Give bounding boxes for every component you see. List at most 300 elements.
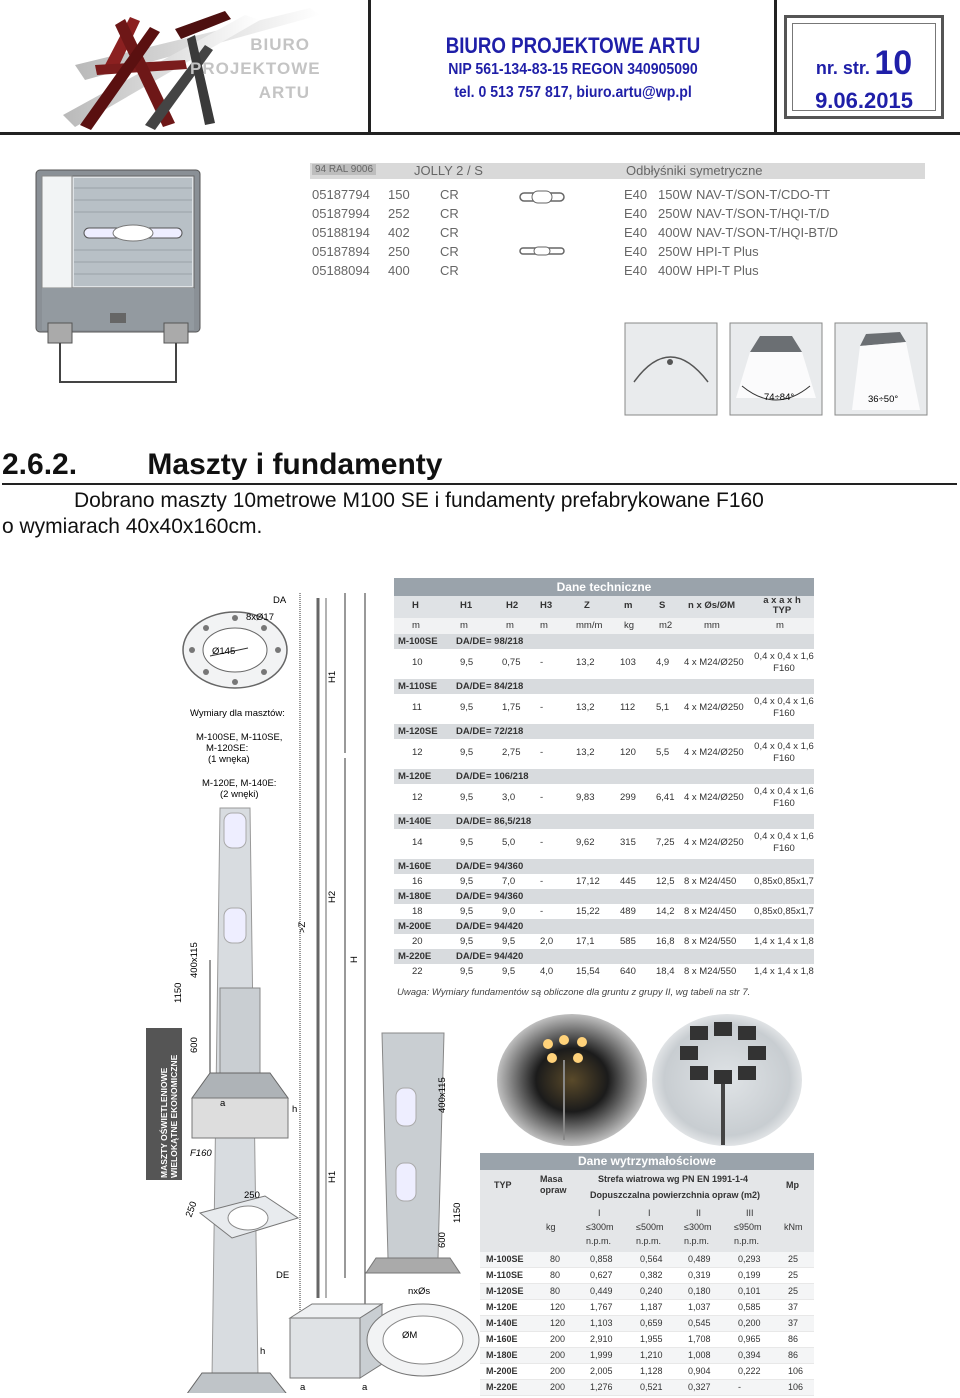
tech-cell: -	[540, 747, 544, 758]
tech-cell: 0,4 x 0,4 x 1,6 F160	[754, 741, 814, 764]
strength-table-title: Dane wytrzymałościowe	[480, 1153, 814, 1170]
reflector-diagrams	[624, 322, 928, 416]
tech-row	[394, 874, 814, 889]
zoom-600-label: 600	[437, 1232, 448, 1248]
zoom-400-label: 400x115	[437, 1077, 448, 1113]
col-n: n x Øs/ØM	[688, 600, 735, 611]
col-mp: Mp	[786, 1180, 799, 1190]
tech-cell: 9,5	[460, 657, 474, 668]
product-lamp: NAV-T/SON-T/HQI-T/D	[696, 206, 830, 221]
tech-cell: 1,4 x 1,4 x 1,8	[754, 966, 814, 977]
tech-cell: 7,0	[502, 876, 516, 887]
tech-cell: 8 x M24/550	[684, 966, 737, 977]
h-small-label: h	[292, 1104, 298, 1115]
strength-cell: 37	[788, 1318, 799, 1328]
lamp-icons	[516, 190, 568, 260]
strength-cell: 0,200	[738, 1318, 761, 1328]
tech-cell: 9,5	[502, 936, 516, 947]
tech-group-name: M-120E	[398, 771, 432, 782]
tech-cell: 4 x M24/Ø250	[684, 792, 744, 803]
product-power: 250W	[658, 206, 692, 221]
product-row	[310, 223, 925, 242]
mast-photos	[492, 1010, 814, 1150]
strength-cell: 0,222	[738, 1366, 761, 1376]
strength-cell: M-120SE	[486, 1286, 524, 1296]
tech-table-units	[394, 618, 814, 634]
product-watt: 252	[388, 206, 410, 221]
strength-cell: 0,240	[640, 1286, 663, 1296]
unit: m	[412, 620, 420, 631]
tech-cell: 3,0	[502, 792, 516, 803]
tech-group-eq: = 72/218	[486, 726, 524, 737]
tech-cell: 8 x M24/550	[684, 936, 737, 947]
tech-cell: 9,5	[460, 876, 474, 887]
floodlight-image	[34, 168, 204, 388]
strength-cell: 0,180	[688, 1286, 711, 1296]
tech-group-header	[394, 679, 814, 694]
strength-cell: 106	[788, 1382, 804, 1392]
product-power: 250W	[658, 244, 692, 259]
unit: m	[506, 620, 514, 631]
unit-knm: kNm	[784, 1222, 803, 1232]
unit: m	[776, 620, 784, 631]
strength-cell: 0,449	[590, 1286, 613, 1296]
zoom-h1-label: H1	[327, 1170, 338, 1183]
col-h3: H3	[540, 600, 553, 611]
zoom-1150-label: 1150	[452, 1202, 463, 1223]
tech-cell: 12,5	[656, 876, 675, 887]
tech-cell: 9,62	[576, 837, 595, 848]
product-row	[310, 261, 925, 280]
col-h1: H1	[460, 600, 473, 611]
strength-cell: 200	[550, 1350, 566, 1360]
page-date: 9.06.2015	[815, 88, 913, 113]
strength-cell: 86	[788, 1350, 799, 1360]
tech-group-eq: = 86,5/218	[486, 816, 532, 827]
product-watt: 150	[388, 187, 410, 202]
strength-cell: 25	[788, 1270, 799, 1280]
tech-cell: 5,1	[656, 702, 670, 713]
brand-vertical-1: MASZTY OŚWIETLENIOWE	[159, 1067, 169, 1178]
firm-ids: NIP 561-134-83-15 REGON 340905090	[448, 61, 698, 78]
strength-row	[480, 1300, 814, 1316]
tech-cell: 14,2	[656, 906, 675, 917]
section-heading	[2, 448, 442, 482]
tech-cell: 0,4 x 0,4 x 1,6 F160	[754, 786, 814, 809]
da-label: DA	[273, 595, 287, 606]
tech-table	[394, 578, 814, 979]
col-z: Z	[584, 600, 590, 611]
tech-cell: 1,4 x 1,4 x 1,8	[754, 936, 814, 947]
page-label-row	[793, 44, 935, 83]
tech-cell: 17,12	[576, 876, 600, 887]
product-socket: E40	[624, 263, 648, 278]
dims-group1-line2: M-120SE:	[206, 743, 249, 754]
strength-cell: M-160E	[486, 1334, 518, 1344]
tech-cell: 0,4 x 0,4 x 1,6 F160	[754, 696, 814, 719]
col-axaxh: a x a x h TYP	[763, 595, 801, 616]
dims-group2-line1: M-120E, M-140E:	[202, 778, 277, 789]
tech-row	[394, 829, 814, 859]
zone-header: Strefa wiatrowa wg PN EN 1991-1-4	[598, 1174, 749, 1184]
strength-cell: 0,101	[738, 1286, 761, 1296]
tech-group-name: M-120SE	[398, 726, 438, 737]
product-type: CR	[440, 225, 459, 240]
strength-cell: 80	[550, 1254, 561, 1264]
strength-cell: 1,128	[640, 1366, 663, 1376]
tech-group-header	[394, 634, 814, 649]
strength-cell: M-200E	[486, 1366, 518, 1376]
tech-cell: 12	[412, 792, 423, 803]
tech-cell: 7,25	[656, 837, 675, 848]
strength-cell: 0,585	[738, 1302, 761, 1312]
strength-cell: 0,382	[640, 1270, 663, 1280]
tech-group-dd: DA/DE	[456, 921, 486, 932]
unit: m2	[659, 620, 673, 631]
tech-cell: 12	[412, 747, 423, 758]
strength-cell: 120	[550, 1302, 566, 1312]
strength-cell: 200	[550, 1382, 566, 1392]
unit: m	[460, 620, 468, 631]
strength-cell: 86	[788, 1334, 799, 1344]
area-header: Dopuszczalna powierzchnia opraw (m2)	[590, 1190, 761, 1200]
tech-group-eq: = 94/360	[486, 861, 524, 872]
unit: mm/m	[576, 620, 603, 631]
npm: n.p.m.	[636, 1236, 662, 1246]
product-lamp: NAV-T/SON-T/HQI-BT/D	[696, 225, 839, 240]
tech-cell: 103	[620, 657, 636, 668]
paragraph-line-2: o wymiarach 40x40x160cm.	[2, 515, 263, 538]
section-rule	[2, 483, 957, 485]
tech-cell: -	[540, 837, 544, 848]
strength-cell: 0,199	[738, 1270, 761, 1280]
npm: n.p.m.	[586, 1236, 612, 1246]
h-bottom-label: h	[260, 1346, 266, 1357]
h2-label: H2	[327, 890, 338, 903]
strength-row	[480, 1268, 814, 1284]
ral-label: 94 RAL 9006	[312, 164, 376, 175]
product-watt: 402	[388, 225, 410, 240]
product-power: 400W	[658, 263, 692, 278]
category-label: Odbłyśniki symetryczne	[626, 163, 763, 178]
product-lamp: HPI-T Plus	[696, 263, 759, 278]
tech-row	[394, 784, 814, 814]
tech-cell: 4 x M24/Ø250	[684, 657, 744, 668]
tech-cell: 4 x M24/Ø250	[684, 837, 744, 848]
tech-cell: 11	[412, 702, 422, 713]
product-row	[310, 185, 925, 204]
tech-cell: 18	[412, 906, 423, 917]
tech-cell: 10	[412, 657, 423, 668]
tech-group-dd: DA/DE	[456, 891, 486, 902]
h1-label: H1	[327, 670, 338, 683]
tech-group-header	[394, 724, 814, 739]
strength-cell: M-100SE	[486, 1254, 524, 1264]
tech-cell: 13,2	[576, 657, 595, 668]
tech-table-columns	[394, 596, 814, 618]
product-lamp: NAV-T/SON-T/CDO-TT	[696, 187, 831, 202]
alt: ≤300m	[684, 1222, 712, 1232]
d250-b-label: 250	[183, 1200, 200, 1219]
tech-cell: 0,4 x 0,4 x 1,6 F160	[754, 651, 814, 674]
strength-cell: 1,037	[688, 1302, 711, 1312]
page-number-box	[784, 15, 944, 119]
product-socket: E40	[624, 225, 648, 240]
col-h2: H2	[506, 600, 519, 611]
tech-cell: 8 x M24/450	[684, 906, 737, 917]
strength-cell: 37	[788, 1302, 799, 1312]
product-row	[310, 204, 925, 223]
tech-cell: 5,0	[502, 837, 516, 848]
strength-cell: 80	[550, 1286, 561, 1296]
strength-cell: 0,521	[640, 1382, 663, 1392]
tech-cell: -	[540, 792, 544, 803]
tech-cell: -	[540, 876, 544, 887]
strength-cell: M-140E	[486, 1318, 518, 1328]
strength-cell: 0,858	[590, 1254, 613, 1264]
tech-table-title: Dane techniczne	[394, 578, 814, 596]
tech-cell: 9,5	[460, 702, 474, 713]
tech-cell: 17,1	[576, 936, 595, 947]
strength-cell: M-110SE	[486, 1270, 524, 1280]
tech-cell: -	[540, 657, 544, 668]
product-socket: E40	[624, 206, 648, 221]
tech-cell: 299	[620, 792, 636, 803]
product-table-header	[310, 163, 925, 179]
strength-row	[480, 1348, 814, 1364]
tech-cell: 2,0	[540, 936, 554, 947]
flange-holes-label: 8xØ17	[246, 612, 274, 623]
col-mass: Masa opraw	[540, 1174, 567, 1195]
z-label: >Z	[297, 921, 308, 933]
product-table	[310, 163, 925, 280]
tech-group-eq: = 106/218	[486, 771, 529, 782]
tech-cell: 4,0	[540, 966, 554, 977]
tech-cell: 22	[412, 966, 423, 977]
dims-group2-line2: (2 wnęki)	[220, 789, 259, 800]
d600-label: 600	[189, 1037, 200, 1053]
tech-cell: 0,85x0,85x1,7	[754, 876, 814, 887]
tech-cell: 9,83	[576, 792, 595, 803]
dims-group1-line1: M-100SE, M-110SE,	[196, 732, 283, 743]
strength-cell: 0,965	[738, 1334, 761, 1344]
tech-group-header	[394, 949, 814, 964]
tech-cell: 16	[412, 876, 423, 887]
tech-group-name: M-100SE	[398, 636, 438, 647]
strength-table-header	[480, 1170, 814, 1252]
strength-cell: 0,904	[688, 1366, 711, 1376]
tech-group-dd: DA/DE	[456, 771, 486, 782]
product-watt: 400	[388, 263, 410, 278]
tech-cell: 0,75	[502, 657, 521, 668]
dims-group1-line3: (1 wnęka)	[208, 754, 250, 765]
model-label: JOLLY 2 / S	[414, 163, 483, 178]
strength-cell: 0,394	[738, 1350, 761, 1360]
divider	[368, 0, 371, 132]
tech-group-header	[394, 859, 814, 874]
product-type: CR	[440, 244, 459, 259]
strength-cell: 80	[550, 1270, 561, 1280]
tech-group-dd: DA/DE	[456, 861, 486, 872]
alt: ≤500m	[636, 1222, 664, 1232]
tech-cell: 9,5	[460, 837, 474, 848]
zone: III	[746, 1208, 754, 1218]
alt: ≤300m	[586, 1222, 614, 1232]
strength-row	[480, 1252, 814, 1268]
tech-row	[394, 649, 814, 679]
strength-cell: 1,210	[640, 1350, 663, 1360]
unit-kg: kg	[546, 1222, 556, 1232]
strength-cell: 0,489	[688, 1254, 711, 1264]
tech-cell: 13,2	[576, 747, 595, 758]
strength-cell: 200	[550, 1334, 566, 1344]
tech-cell: 4 x M24/Ø250	[684, 702, 744, 713]
header-rule	[0, 132, 960, 135]
unit: m	[540, 620, 548, 631]
tech-group-header	[394, 889, 814, 904]
tech-row	[394, 694, 814, 724]
tech-cell: 18,4	[656, 966, 675, 977]
tech-group-eq: = 94/420	[486, 951, 524, 962]
tech-cell: 5,5	[656, 747, 670, 758]
strength-cell: 0,564	[640, 1254, 663, 1264]
tech-group-eq: = 84/218	[486, 681, 524, 692]
tech-cell: 0,4 x 0,4 x 1,6 F160	[754, 831, 814, 854]
col-typ: TYP	[494, 1180, 512, 1190]
tech-cell: 315	[620, 837, 636, 848]
tech-group-name: M-220E	[398, 951, 432, 962]
tech-cell: 20	[412, 936, 423, 947]
d250-a-label: 250	[244, 1190, 260, 1201]
zone: II	[696, 1208, 702, 1218]
tech-group-name: M-140E	[398, 816, 432, 827]
section-title: Maszty i fundamenty	[147, 448, 443, 481]
tech-group-name: M-200E	[398, 921, 432, 932]
strength-cell: 1,767	[590, 1302, 613, 1312]
tech-cell: 640	[620, 966, 636, 977]
col-m: m	[624, 600, 633, 611]
unit: mm	[704, 620, 720, 631]
tech-cell: 13,2	[576, 702, 595, 713]
product-socket: E40	[624, 187, 648, 202]
dims-header: Wymiary dla masztów:	[190, 708, 285, 719]
firm-name: BIURO PROJEKTOWE ARTU	[445, 33, 701, 58]
tech-row	[394, 964, 814, 979]
strength-cell: 25	[788, 1286, 799, 1296]
strength-cell: 1,708	[688, 1334, 711, 1344]
strength-cell: 106	[788, 1366, 804, 1376]
tech-group-header	[394, 919, 814, 934]
col-h: H	[412, 600, 419, 611]
unit: kg	[624, 620, 635, 631]
strength-cell: 120	[550, 1318, 566, 1328]
tech-group-name: M-160E	[398, 861, 432, 872]
tech-row	[394, 934, 814, 949]
tech-cell: 9,5	[460, 747, 474, 758]
flange-dia-label: Ø145	[212, 646, 236, 657]
tech-cell: 112	[620, 702, 636, 713]
a-bottom-label: a	[300, 1382, 306, 1393]
tech-cell: 14	[412, 837, 423, 848]
logo-line-3: ARTU	[258, 83, 310, 102]
strength-table	[480, 1153, 814, 1396]
strength-row	[480, 1332, 814, 1348]
tech-cell: 9,5	[460, 792, 474, 803]
page-label: nr. str.	[815, 58, 870, 78]
tech-cell: 585	[620, 936, 636, 947]
strength-cell: 0,627	[590, 1270, 613, 1280]
strength-cell: 2,910	[590, 1334, 613, 1344]
tech-cell: 16,8	[656, 936, 675, 947]
strength-cell: 25	[788, 1254, 799, 1264]
tech-cell: 9,0	[502, 906, 516, 917]
strength-row	[480, 1364, 814, 1380]
tech-cell: 2,75	[502, 747, 521, 758]
strength-cell: 1,955	[640, 1334, 663, 1344]
strength-cell: 0,545	[688, 1318, 711, 1328]
strength-cell: 200	[550, 1366, 566, 1376]
strength-cell: 1,276	[590, 1382, 613, 1392]
tech-cell: 15,22	[576, 906, 600, 917]
product-power: 400W	[658, 225, 692, 240]
product-type: CR	[440, 187, 459, 202]
product-power: 150W	[658, 187, 692, 202]
strength-cell: M-180E	[486, 1350, 518, 1360]
a-label: a	[220, 1098, 226, 1109]
tech-cell: 4 x M24/Ø250	[684, 747, 744, 758]
beam-angle-2: 36÷50°	[868, 394, 899, 405]
tech-group-header	[394, 814, 814, 829]
product-row	[310, 242, 925, 261]
strength-row	[480, 1316, 814, 1332]
de-label: DE	[276, 1270, 290, 1281]
zone: I	[598, 1208, 601, 1218]
d1150-label: 1150	[173, 982, 184, 1003]
divider	[774, 0, 777, 132]
tech-cell: 9,5	[502, 966, 516, 977]
a-bottom-label-2: a	[362, 1382, 368, 1393]
product-code: 05187994	[312, 206, 370, 221]
tech-cell: 9,5	[460, 966, 474, 977]
strength-row	[480, 1284, 814, 1300]
tech-note: Uwaga: Wymiary fundamentów są obliczone dla gruntu z grupy II, wg tabeli na str 7.	[397, 987, 751, 998]
product-code: 05187894	[312, 244, 370, 259]
zone: I	[648, 1208, 651, 1218]
nxo-label: nxØs	[408, 1286, 431, 1297]
tech-group-dd: DA/DE	[456, 726, 486, 737]
tech-row	[394, 739, 814, 769]
strength-cell: 1,999	[590, 1350, 613, 1360]
section-number: 2.6.2.	[2, 448, 78, 481]
tech-cell: -	[540, 906, 544, 917]
paragraph-line-1: Dobrano maszty 10metrowe M100 SE i fundamenty prefabrykowane F160	[74, 489, 764, 512]
tech-group-name: M-180E	[398, 891, 432, 902]
tech-cell: 120	[620, 747, 636, 758]
tech-group-eq: = 98/218	[486, 636, 524, 647]
product-code: 05188094	[312, 263, 370, 278]
strength-cell: 0,293	[738, 1254, 761, 1264]
tech-group-dd: DA/DE	[456, 816, 486, 827]
npm: n.p.m.	[734, 1236, 760, 1246]
col-s: S	[659, 600, 666, 611]
strength-cell: 1,103	[590, 1318, 613, 1328]
tech-cell: 1,75	[502, 702, 521, 713]
strength-cell: 1,008	[688, 1350, 711, 1360]
tech-group-dd: DA/DE	[456, 681, 486, 692]
tech-cell: -	[540, 702, 544, 713]
tech-group-name: M-110SE	[398, 681, 438, 692]
tech-cell: 0,85x0,85x1,7	[754, 906, 814, 917]
